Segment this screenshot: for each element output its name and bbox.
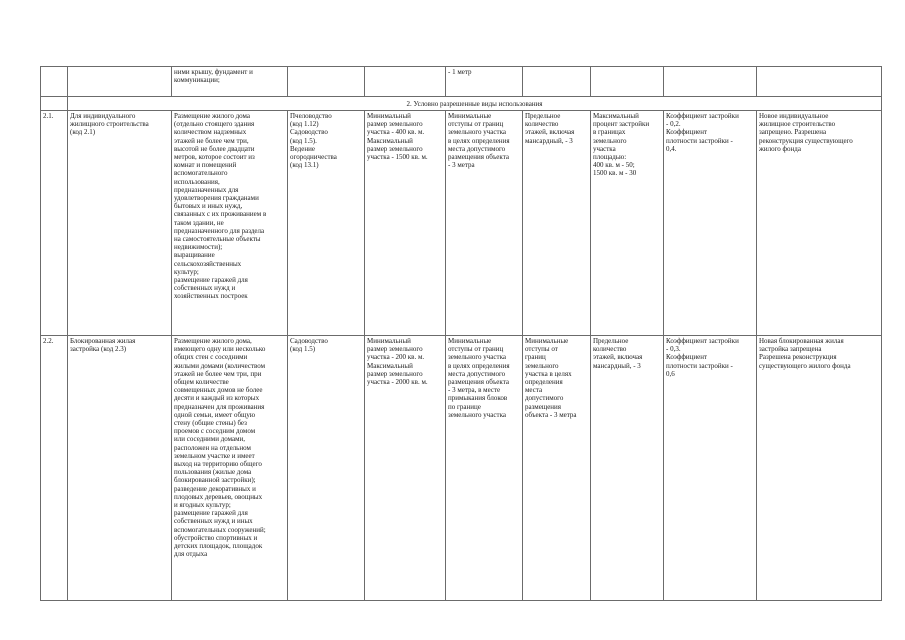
cell-coefficients: Коэффициент застройки - 0,3. Коэффициент плотности застройки - 0,6 (664, 336, 757, 601)
cell-use-name: Блокированная жилая застройка (код 2.3) (68, 336, 172, 601)
section-header-row (41, 97, 882, 111)
cell-aux-use: Пчеловодство (код 1.12) Садоводство (код 1.5). Ведение огородничества (код 13.1) (288, 111, 365, 336)
cell-setbacks-2 (523, 67, 591, 97)
cell-plot-size: Минимальный размер земельного участка - 200 кв. м. Максимальный размер земельного участка - 2000 кв. м. (365, 336, 446, 601)
continuation-row (41, 67, 882, 97)
cell-number (41, 97, 68, 111)
cell-description: Размещение жилого дома, имеющего одну или несколько общих стен с соседними жилыми домами (количеством этажей не более чем три, при общем количестве совмещенных домов не более десяти и каждый из которых предназначен для проживания одной семьи, имеет общую стену (общие стены) без проемов с соседним домом или соседними домами, расположен на отдельном земельном участке и имеет выход на территорию общего пользования (жилые дома блокированной застройки); разведение декоративных и плодовых деревьев, овощных и ягодных культур; размещение гаражей для собственных нужд и иных вспомогательных сооружений; обустройство спортивных и детских площадок, площадок для отдыха (172, 336, 288, 601)
cell-number: 2.1. (41, 111, 68, 336)
cell-description: Размещение жилого дома (отдельно стоящего здания количеством надземных этажей не более чем три, высотой не более двадцати метров, которое состоит из комнат и помещений вспомогательного использования, предназначенных для удовлетворения гражданами бытовых и иных нужд, связанных с их проживанием в таком здании, не предназначенного для раздела на самостоятельные объекты недвижимости); выращивание сельскохозяйственных культур; размещение гаражей для собственных нужд и хозяйственных построек (172, 111, 288, 336)
cell-use-name (68, 67, 172, 97)
cell-setbacks: Минимальные отступы от границ земельного участка в целях определения места допустимого размещения объекта - 3 метра (446, 111, 523, 336)
cell-notes: Новое индивидуальное жилищное строительство запрещено. Разрешена реконструкция существующего жилого фонда (757, 111, 882, 336)
cell-floors (591, 67, 664, 97)
cell-description: ними крышу, фундамент и коммуникации; (172, 67, 288, 97)
cell-coverage: Максимальный процент застройки в границах земельного участка площадью: 400 кв. м - 50; 1500 кв. м - 30 (591, 111, 664, 336)
cell-setbacks-2: Минимальные отступы от границ земельного участка в целях определения места допустимого размещения объекта - 3 метра (523, 336, 591, 601)
table-row (41, 336, 882, 601)
regulations-table (40, 66, 882, 601)
cell-coverage (664, 67, 757, 97)
cell-use-name: Для индивидуального жилищного строительства (код 2.1) (68, 111, 172, 336)
cell-plot-size (365, 67, 446, 97)
cell-aux-use: Садоводство (код 1.5) (288, 336, 365, 601)
cell-notes: Новая блокированная жилая застройка запрещена Разрешена реконструкция существующего жилого фонда (757, 336, 882, 601)
cell-aux-use (288, 67, 365, 97)
cell-notes (757, 67, 882, 97)
cell-coefficients: Коэффициент застройки - 0,2. Коэффициент плотности застройки - 0,4. (664, 111, 757, 336)
cell-floors: Предельное количество этажей, включая мансардный, - 3 (591, 336, 664, 601)
cell-setbacks: - 1 метр (446, 67, 523, 97)
cell-number: 2.2. (41, 336, 68, 601)
cell-plot-size: Минимальный размер земельного участка - 400 кв. м. Максимальный размер земельного участка - 1500 кв. м. (365, 111, 446, 336)
table-row (41, 111, 882, 336)
cell-setbacks: Минимальные отступы от границ земельного участка в целях определения места допустимого размещения объекта - 3 метра, в месте примыкания блоков по границе земельного участка (446, 336, 523, 601)
section-header: 2. Условно разрешенные виды использования (68, 97, 882, 111)
cell-floors: Предельное количество этажей, включая мансардный, - 3 (523, 111, 591, 336)
cell-number (41, 67, 68, 97)
